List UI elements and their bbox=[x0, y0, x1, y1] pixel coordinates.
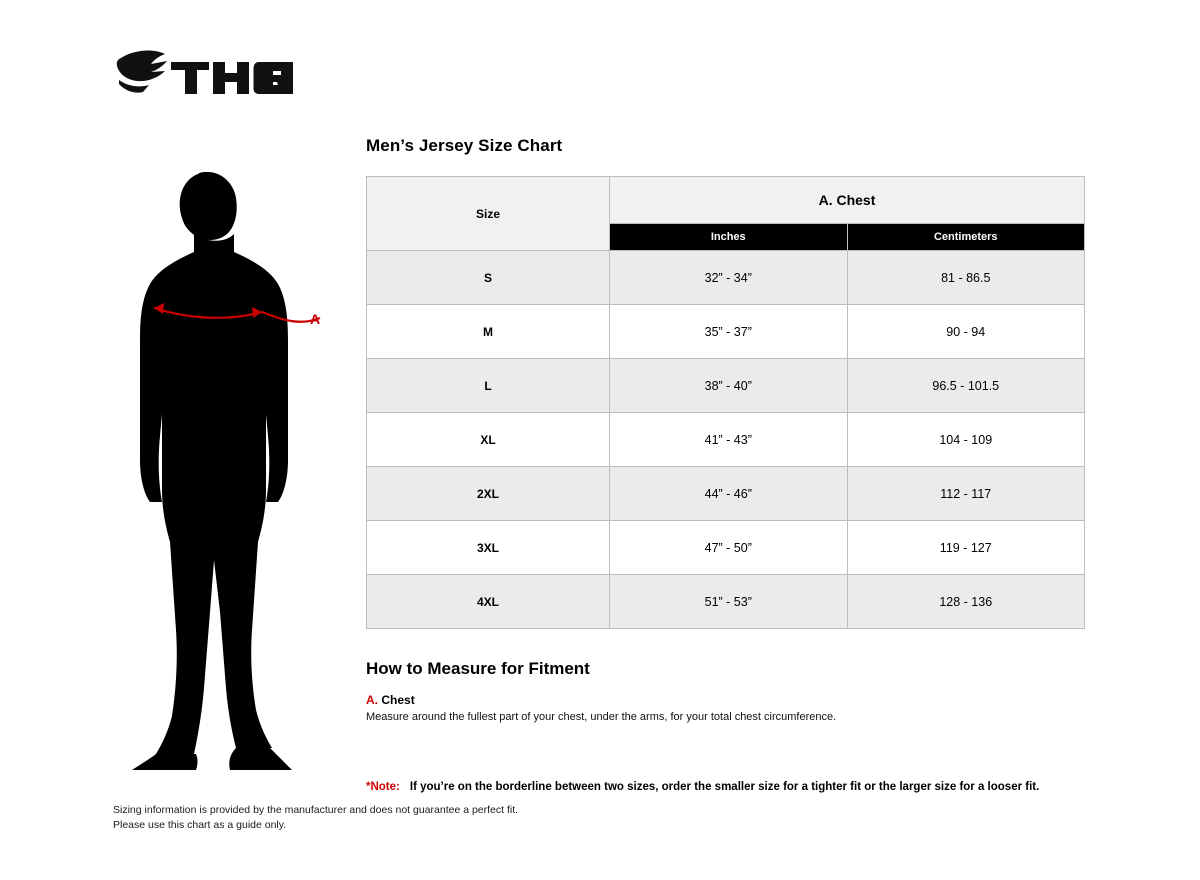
brand-logo bbox=[113, 48, 293, 108]
cell-size: 3XL bbox=[367, 521, 610, 575]
table-row bbox=[367, 251, 1085, 305]
table-row bbox=[367, 359, 1085, 413]
column-header-inches: Inches bbox=[610, 223, 848, 250]
page-title: Men’s Jersey Size Chart bbox=[366, 136, 563, 155]
table-row bbox=[367, 521, 1085, 575]
how-to-measure-title: How to Measure for Fitment bbox=[366, 659, 590, 678]
size-chart-table bbox=[366, 176, 1085, 629]
cell-centimeters: 128 - 136 bbox=[847, 575, 1085, 629]
cell-centimeters: 119 - 127 bbox=[847, 521, 1085, 575]
cell-size: XL bbox=[367, 413, 610, 467]
thor-helmet-icon bbox=[113, 48, 293, 108]
cell-size: S bbox=[367, 251, 610, 305]
cell-centimeters: 81 - 86.5 bbox=[847, 251, 1085, 305]
table-row bbox=[367, 575, 1085, 629]
fit-note bbox=[366, 781, 1086, 793]
fit-note-label: *Note: bbox=[366, 780, 400, 793]
fit-note-text: If you’re on the borderline between two sizes, order the smaller size for a tighter fit or the larger size for a looser fit. bbox=[409, 780, 1040, 793]
footer-disclaimer bbox=[113, 803, 518, 833]
chest-measure-marker-label: A bbox=[310, 311, 321, 327]
column-header-size: Size bbox=[367, 177, 610, 251]
cell-inches: 41” - 43” bbox=[610, 413, 848, 467]
cell-centimeters: 112 - 117 bbox=[847, 467, 1085, 521]
column-group-header-chest: A. Chest bbox=[610, 177, 1085, 224]
cell-size: L bbox=[367, 359, 610, 413]
cell-centimeters: 90 - 94 bbox=[847, 305, 1085, 359]
measure-item-chest bbox=[366, 693, 1086, 725]
cell-inches: 32” - 34” bbox=[610, 251, 848, 305]
measure-item-name: Chest bbox=[381, 693, 415, 707]
size-chart-content bbox=[366, 136, 1086, 793]
cell-size: M bbox=[367, 305, 610, 359]
cell-inches: 51” - 53” bbox=[610, 575, 848, 629]
cell-centimeters: 104 - 109 bbox=[847, 413, 1085, 467]
footer-line-1: Sizing information is provided by the manufacturer and does not guarantee a perfect fit. bbox=[113, 804, 519, 816]
column-header-centimeters: Centimeters bbox=[847, 223, 1085, 250]
table-row bbox=[367, 305, 1085, 359]
cell-inches: 38” - 40” bbox=[610, 359, 848, 413]
cell-inches: 44” - 46” bbox=[610, 467, 848, 521]
cell-size: 4XL bbox=[367, 575, 610, 629]
footer-line-2: Please use this chart as a guide only. bbox=[113, 819, 287, 831]
cell-inches: 47” - 50” bbox=[610, 521, 848, 575]
body-silhouette-figure bbox=[110, 160, 340, 770]
cell-centimeters: 96.5 - 101.5 bbox=[847, 359, 1085, 413]
table-row bbox=[367, 413, 1085, 467]
cell-inches: 35” - 37” bbox=[610, 305, 848, 359]
table-row bbox=[367, 467, 1085, 521]
measure-item-description: Measure around the fullest part of your chest, under the arms, for your total chest circumference. bbox=[366, 711, 837, 723]
measure-item-letter: A. bbox=[366, 693, 378, 707]
cell-size: 2XL bbox=[367, 467, 610, 521]
measure-item-heading bbox=[366, 693, 1086, 707]
